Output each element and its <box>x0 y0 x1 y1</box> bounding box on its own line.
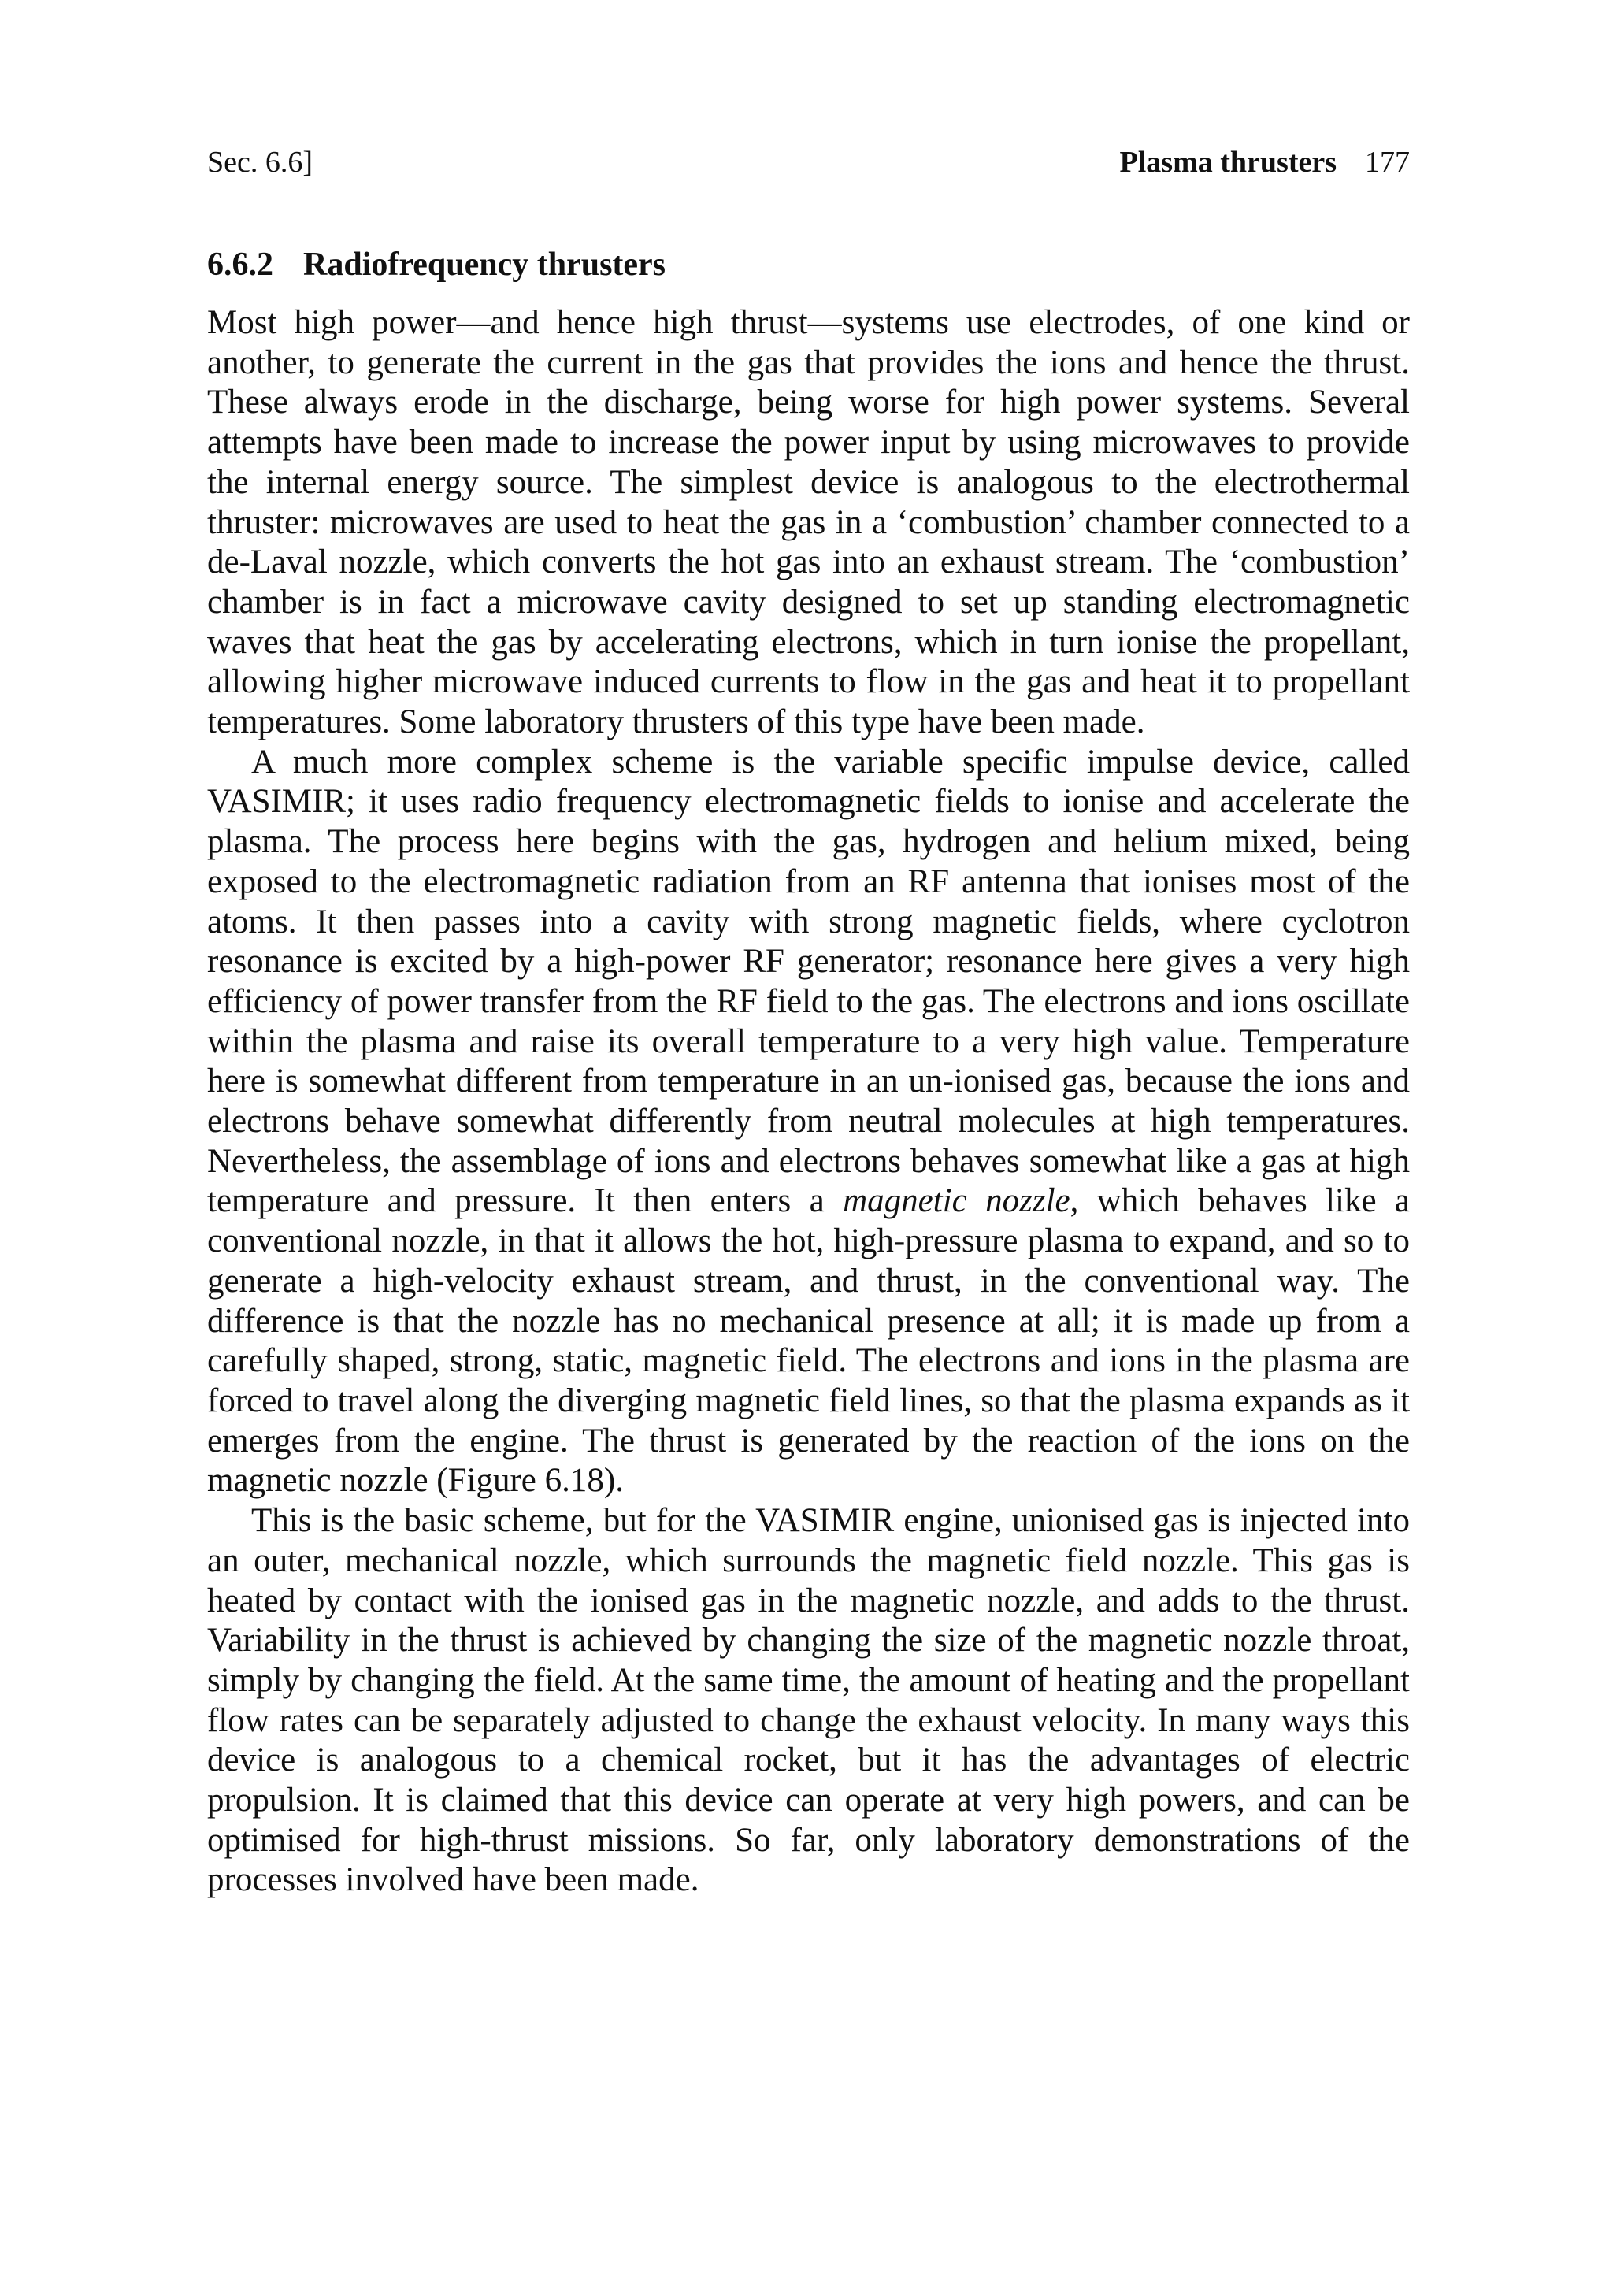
section-reference: Sec. 6.6] <box>207 146 313 179</box>
paragraph-2 <box>207 743 1410 1501</box>
paragraph-2-text-b: , which behaves like a conventional nozzle, in that it allows the hot, high-pressure plasma to expand, and so to generate a high-velocity exhaust stream, and thrust, in the conventional way. The difference is that the nozzle has no mechanical presence at all; it is made up from a carefully shaped, strong, static, magnetic field. The electrons and ions in the plasma are forced to travel along the diverging magnetic field lines, so that the plasma expands as it emerges from the engine. The thrust is generated by the reaction of the ions on the magnetic nozzle (Figure 6.18). <box>207 1182 1410 1500</box>
magnetic-nozzle-term: magnetic nozzle <box>843 1182 1070 1220</box>
paragraph-2-text-a: A much more complex scheme is the variable specific impulse device, called VASIMIR; it uses radio frequency electromagnetic fields to ionise and accelerate the plasma. The process here begins with the gas, hydrogen and helium mixed, being exposed to the electromagnetic radiation from an RF antenna that ionises most of the atoms. It then passes into a cavity with strong magnetic fields, where cyclotron resonance is excited by a high-power RF generator; resonance here gives a very high efficiency of power transfer from the RF field to the gas. The electrons and ions oscillate within the plasma and raise its overall temperature to a very high value. Temperature here is somewhat different from temperature in an un-ionised gas, because the ions and electrons behave somewhat differently from neutral molecules at high temperatures. Nevertheless, the assemblage of ions and electrons behaves somewhat like a gas at high temperature and pressure. It then enters a <box>207 743 1410 1220</box>
running-head-right <box>1120 140 1410 184</box>
section-title: Radiofrequency thrusters <box>303 247 666 283</box>
running-head <box>207 140 1410 184</box>
paragraph-3: This is the basic scheme, but for the VASIMIR engine, unionised gas is injected into an outer, mechanical nozzle, which surrounds the magnetic field nozzle. This gas is heated by contact with the ionised gas in the magnetic nozzle, and adds to the thrust. Variability in the thrust is achieved by changing the size of the magnetic nozzle throat, simply by changing the field. At the same time, the amount of heating and the propellant flow rates can be separately adjusted to change the exhaust velocity. In many ways this device is analogous to a chemical rocket, but it has the advantages of electric propulsion. It is claimed that this device can operate at very high powers, and can be optimised for high-thrust missions. So far, only laboratory demonstrations of the processes involved have been made. <box>207 1502 1410 1899</box>
page-number: 177 <box>1365 146 1410 179</box>
paragraph-1: Most high power—and hence high thrust—systems use electrodes, of one kind or another, to generate the current in the gas that provides the ions and hence the thrust. These always erode in the discharge, being worse for high power systems. Several attempts have been made to increase the power input by using microwaves to provide the internal energy source. The simplest device is analogous to the electrothermal thruster: microwaves are used to heat the gas in a ‘combustion’ chamber connected to a de-Laval nozzle, which converts the hot gas into an exhaust stream. The ‘combustion’ chamber is in fact a microwave cavity designed to set up standing electromagnetic waves that heat the gas by accelerating electrons, which in turn ionise the propellant, allowing higher microwave induced currents to flow in the gas and heat it to propellant temperatures. Some laboratory thrusters of this type have been made. <box>207 304 1410 741</box>
chapter-title: Plasma thrusters <box>1119 146 1337 179</box>
body-text <box>207 303 1410 1901</box>
section-heading <box>207 243 666 287</box>
section-number: 6.6.2 <box>207 247 273 283</box>
